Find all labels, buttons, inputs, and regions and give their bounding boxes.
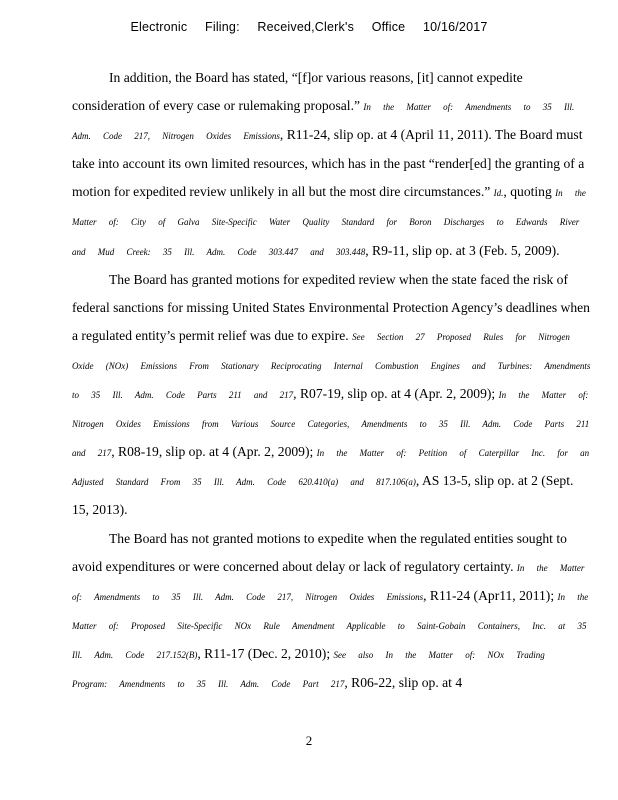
paragraph-granted-motions: The Board has granted motions for expedited review when the state faced the risk of federal sanctions for missing United States Environmental Protection Agency’s deadlines when a regulated entity’s permit relief was due to expire. See Section 27 Proposed Rules for Nitrogen Oxide (NOx) Emissions From Stationary Reciprocating Internal Combustion Engines and Turbines: Amendments to 35 Ill. Adm. Code Parts 211 and 217, R07-19, slip op. at 4 (Apr. 2, 2009); In the Matter of: Nitrogen Oxides Emissions from Various Source Categories, Amendments to 35 Ill. Adm. Code Parts 211 and 217, R08-19, slip op. at 4 (Apr. 2, 2009); In the Matter of: Petition of Caterpillar Inc. for an Adjusted Standard From 35 Ill. Adm. Code 620.410(a) and 817.106(a), AS 13-5, slip op. at 2 (Sept. 15, 2013). (72, 271, 591, 518)
case-citation: In the Matter of: Petition of Caterpillar Inc. for an Adjusted Standard From 35 Ill. Adm. Code 620.410(a) and 817.106(a) (72, 448, 590, 488)
case-citation: See Section 27 Proposed Rules for Nitrogen Oxide (NOx) Emissions From Stationary Reciprocating Internal Combustion Engines and Turbines: Amendments to 35 Ill. Adm. Code Parts 211 and 217 (72, 331, 591, 401)
case-citation: In the Matter of: Proposed Site-Specific NOx Rule Amendment Applicable to Saint-Gobain Containers, Inc. at 35 Ill. Adm. Code 217.152(B) (72, 591, 589, 660)
page-number: 2 (305, 733, 313, 748)
case-citation: See also In the Matter of: NOx Trading Program: Amendments to 35 Ill. Adm. Code Part 217 (72, 649, 545, 689)
case-citation: In the Matter of: Amendments to 35 Ill. Adm. Code 217, Nitrogen Oxides Emissions (72, 562, 585, 602)
case-citation: Id. (493, 188, 504, 199)
filing-stamp: Electronic Filing: Received,Clerk's Office 10/16/2017 (130, 20, 488, 34)
case-citation: In the Matter of: Nitrogen Oxides Emissions from Various Source Categories, Amendments to 35 Ill. Adm. Code Parts 211 and 217 (72, 390, 590, 459)
paragraph-denied-motions: The Board has not granted motions to expedite when the regulated entities sought to avoid expenditures or were concerned about delay or lack of regulatory certainty. In the Matter of: Amendments to 35 Ill. Adm. Code 217, Nitrogen Oxides Emissions, R11-24 (Apr11, 2011); In the Matter of: Proposed Site-Specific NOx Rule Amendment Applicable to Saint-Gobain Containers, Inc. at 35 Ill. Adm. Code 217.152(B), R11-17 (Dec. 2, 2010); See also In the Matter of: NOx Trading Program: Amendments to 35 Ill. Adm. Code Part 217, R06-22, slip op. at 4 (72, 530, 589, 690)
case-citation: In the Matter of: City of Galva Site-Specific Water Quality Standard for Boron Discharges to Edwards River and Mud Creek: 35 Ill. Adm. Code 303.447 and 303.448 (72, 188, 586, 257)
case-citation: In the Matter of: Amendments to 35 Ill. Adm. Code 217, Nitrogen Oxides Emissions (72, 102, 575, 142)
paragraph-expedite-resources: In addition, the Board has stated, “[f]or various reasons, [it] cannot expedite consideration of every case or rulemaking proposal.” In the Matter of: Amendments to 35 Ill. Adm. Code 217, Nitrogen Oxides Emissions, R11-24, slip op. at 4 (April 11, 2011). The Board must take into account its own limited resources, which has in the past “render[ed] the granting of a motion for expedited review unlikely in all but the most dire circumstances.” Id., quoting In the Matter of: City of Galva Site-Specific Water Quality Standard for Boron Discharges to Edwards River and Mud Creek: 35 Ill. Adm. Code 303.447 and 303.448, R9-11, slip op. at 3 (Feb. 5, 2009). (72, 70, 586, 258)
document-body (72, 64, 592, 698)
